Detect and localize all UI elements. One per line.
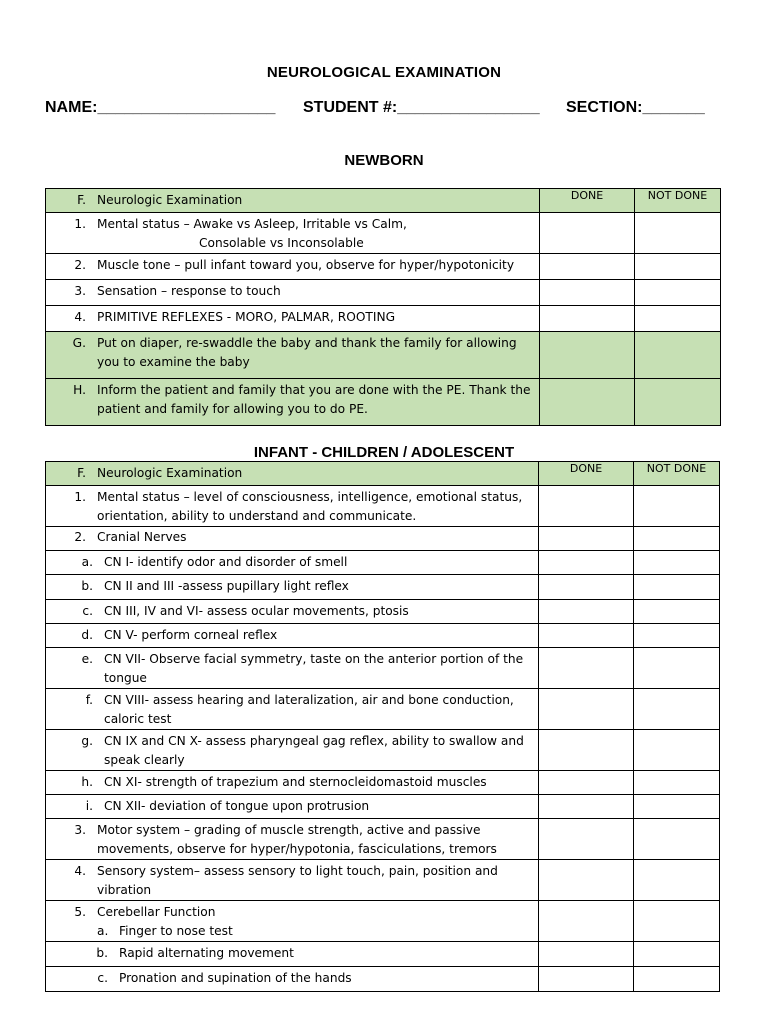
table-row — [46, 462, 720, 486]
not-done-checkbox-cell[interactable] — [635, 280, 721, 306]
item-text: Neurologic Examination — [97, 466, 243, 480]
done-checkbox-cell[interactable] — [539, 819, 634, 860]
not-done-checkbox-cell[interactable] — [634, 819, 720, 860]
done-checkbox-cell[interactable] — [539, 600, 634, 624]
item-number: 4. — [74, 310, 86, 324]
item-number: 2. — [74, 258, 86, 272]
not-done-checkbox-cell[interactable] — [634, 600, 720, 624]
item-text: Mental status – Awake vs Asleep, Irritable vs Calm, — [97, 217, 407, 231]
not-done-checkbox-cell[interactable] — [635, 306, 721, 332]
document-title: NEUROLOGICAL EXAMINATION — [266, 64, 502, 81]
done-checkbox-cell[interactable] — [539, 795, 634, 819]
item-text: CN VIII- assess hearing and lateralization, air and bone conduction, caloric test — [104, 693, 514, 726]
not-done-checkbox-cell[interactable] — [635, 332, 721, 379]
done-checkbox-cell[interactable] — [539, 942, 634, 967]
table-row — [46, 486, 720, 527]
table-row — [46, 819, 720, 860]
not-done-checkbox-cell[interactable] — [634, 551, 720, 575]
not-done-checkbox-cell[interactable] — [634, 730, 720, 771]
not-done-checkbox-cell[interactable] — [634, 967, 720, 992]
item-text: Cranial Nerves — [97, 530, 187, 544]
item-number: 1. — [74, 490, 86, 504]
table-row — [46, 942, 720, 967]
item-text-continuation: Consolable vs Inconsolable — [199, 236, 364, 250]
done-checkbox-cell[interactable] — [539, 486, 634, 527]
item-number: 4. — [74, 864, 86, 878]
item-number: i. — [85, 799, 93, 813]
item-number: c. — [97, 971, 108, 985]
item-text: CN III, IV and VI- assess ocular movements, ptosis — [104, 604, 409, 618]
table-row — [46, 306, 721, 332]
item-text: CN II and III -assess pupillary light reflex — [104, 579, 349, 593]
item-number: H. — [73, 383, 86, 397]
table-row — [46, 189, 721, 213]
not-done-checkbox-cell[interactable] — [634, 648, 720, 689]
item-text: Rapid alternating movement — [119, 946, 294, 960]
done-column-header: DONE — [539, 462, 634, 486]
not-done-checkbox-cell[interactable] — [635, 379, 721, 426]
not-done-checkbox-cell[interactable] — [634, 689, 720, 730]
item-number: g. — [81, 734, 93, 748]
item-text: CN IX and CN X- assess pharyngeal gag reflex, ability to swallow and speak clearly — [104, 734, 524, 767]
table-row — [46, 551, 720, 575]
done-checkbox-cell[interactable] — [539, 860, 634, 901]
item-text: CN XII- deviation of tongue upon protrusion — [104, 799, 370, 813]
done-checkbox-cell[interactable] — [539, 648, 634, 689]
done-checkbox-cell[interactable] — [539, 624, 634, 648]
item-text: CN V- perform corneal reflex — [104, 628, 278, 642]
item-text: Neurologic Examination — [97, 193, 243, 207]
not-done-checkbox-cell[interactable] — [634, 486, 720, 527]
item-text: PRIMITIVE REFLEXES - MORO, PALMAR, ROOTING — [97, 310, 396, 324]
done-checkbox-cell[interactable] — [540, 306, 635, 332]
item-number: F. — [77, 193, 86, 207]
item-text: Mental status – level of consciousness, intelligence, emotional status, orientation, ability to understand and communicate. — [97, 490, 523, 523]
item-text: Cerebellar Function — [97, 905, 216, 919]
not-done-checkbox-cell[interactable] — [634, 901, 720, 942]
table-row — [46, 795, 720, 819]
table-row — [46, 771, 720, 795]
item-number: c. — [82, 604, 93, 618]
item-text: CN VII- Observe facial symmetry, taste on the anterior portion of the tongue — [104, 652, 524, 685]
not-done-checkbox-cell[interactable] — [634, 942, 720, 967]
done-checkbox-cell[interactable] — [539, 689, 634, 730]
table-row — [46, 575, 720, 600]
table-row — [46, 860, 720, 901]
not-done-checkbox-cell[interactable] — [635, 254, 721, 280]
table-row — [46, 901, 720, 942]
done-checkbox-cell[interactable] — [539, 771, 634, 795]
item-number: b. — [81, 579, 93, 593]
table-row — [46, 280, 721, 306]
item-number: f. — [85, 693, 93, 707]
done-checkbox-cell[interactable] — [539, 551, 634, 575]
table-row — [46, 332, 721, 379]
not-done-checkbox-cell[interactable] — [634, 795, 720, 819]
name-field-label: NAME:____________________ — [45, 99, 276, 116]
not-done-checkbox-cell[interactable] — [634, 771, 720, 795]
done-column-header: DONE — [540, 189, 635, 213]
item-text: Muscle tone – pull infant toward you, observe for hyper/hypotonicity — [97, 258, 515, 272]
not-done-column-header: NOT DONE — [634, 462, 720, 486]
item-number: a. — [81, 555, 93, 569]
table-row — [46, 689, 720, 730]
not-done-checkbox-cell[interactable] — [634, 860, 720, 901]
item-number: b. — [96, 946, 108, 960]
item-number: 5. — [74, 905, 86, 919]
item-number: e. — [81, 652, 93, 666]
item-text: Pronation and supination of the hands — [119, 971, 352, 985]
done-checkbox-cell[interactable] — [540, 332, 635, 379]
student-number-field-label: STUDENT #:________________ — [303, 99, 540, 116]
item-number: 1. — [74, 217, 86, 231]
item-text: Inform the patient and family that you are done with the PE. Thank the patient and family for allowing you to do PE. — [97, 383, 531, 416]
section-field-label: SECTION:_______ — [566, 99, 705, 116]
done-checkbox-cell[interactable] — [539, 527, 634, 551]
item-number: 2. — [74, 530, 86, 544]
done-checkbox-cell[interactable] — [539, 901, 634, 942]
done-checkbox-cell[interactable] — [539, 967, 634, 992]
item-number: F. — [77, 466, 86, 480]
not-done-checkbox-cell[interactable] — [634, 624, 720, 648]
table-row — [46, 648, 720, 689]
table-row — [46, 730, 720, 771]
newborn-checklist-table — [45, 188, 721, 426]
item-number: 3. — [74, 284, 86, 298]
not-done-checkbox-cell[interactable] — [634, 575, 720, 600]
item-text: Sensory system– assess sensory to light touch, pain, position and vibration — [97, 864, 498, 897]
item-number: 3. — [74, 823, 86, 837]
item-number: h. — [81, 775, 93, 789]
table-row — [46, 254, 721, 280]
sub-item-number: a. — [97, 924, 109, 938]
not-done-column-header: NOT DONE — [635, 189, 721, 213]
table-row — [46, 213, 721, 254]
table-row — [46, 527, 720, 551]
item-number: G. — [72, 336, 86, 350]
item-text: CN I- identify odor and disorder of smell — [104, 555, 348, 569]
table-row — [46, 967, 720, 992]
not-done-checkbox-cell[interactable] — [634, 527, 720, 551]
done-checkbox-cell[interactable] — [539, 575, 634, 600]
table-row — [46, 379, 721, 426]
item-text: Sensation – response to touch — [97, 284, 281, 298]
item-number: d. — [81, 628, 93, 642]
item-text: Put on diaper, re-swaddle the baby and thank the family for allowing you to examine the baby — [97, 336, 517, 369]
table-row — [46, 624, 720, 648]
done-checkbox-cell[interactable] — [540, 280, 635, 306]
sub-item-text: Finger to nose test — [119, 924, 233, 938]
not-done-checkbox-cell[interactable] — [635, 213, 721, 254]
newborn-heading: NEWBORN — [344, 152, 424, 169]
table-row — [46, 600, 720, 624]
infant-children-adolescent-heading: INFANT - CHILDREN / ADOLESCENT — [253, 444, 515, 461]
done-checkbox-cell[interactable] — [540, 379, 635, 426]
done-checkbox-cell[interactable] — [540, 213, 635, 254]
item-text: CN XI- strength of trapezium and sternocleidomastoid muscles — [104, 775, 487, 789]
done-checkbox-cell[interactable] — [540, 254, 635, 280]
infant-checklist-table — [45, 461, 720, 992]
item-text: Motor system – grading of muscle strength, active and passive movements, observe for hyper/hypotonia, fasciculations, tremors — [97, 823, 497, 856]
done-checkbox-cell[interactable] — [539, 730, 634, 771]
